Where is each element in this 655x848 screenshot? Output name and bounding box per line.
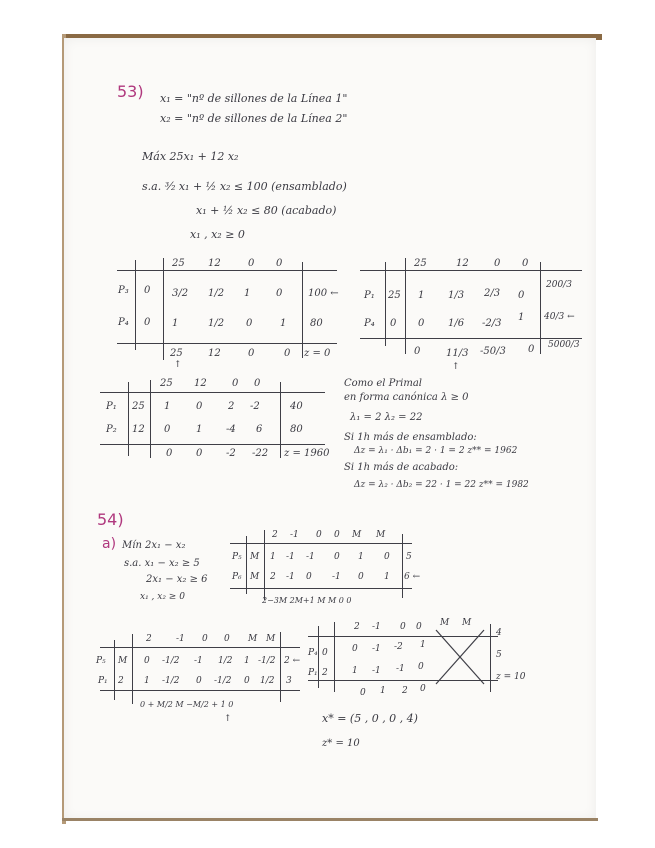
constraint-54-2: 2x₁ − x₂ ≥ 6 [146, 574, 208, 585]
objective-53: Máx 25x₁ + 12 x₂ [142, 150, 239, 163]
tableau-cell: -1/2 [214, 676, 232, 686]
tableau-cell: z = 0 [304, 348, 331, 359]
tableau-cell: 0 [144, 656, 150, 666]
tableau-cell: 1 [384, 572, 390, 582]
tableau-cell: 5 [406, 552, 412, 562]
tableau-cell: 2 [146, 634, 152, 644]
tableau-cell: 1 [352, 666, 358, 676]
tableau-cell: 0 [196, 401, 203, 412]
note-4: Si 1h más de ensamblado: [344, 432, 477, 443]
tableau-cell: -1 [332, 572, 341, 582]
tableau-cell: 0 [528, 344, 535, 355]
tableau-cell: 2 [118, 676, 124, 686]
tableau-cell: -50/3 [480, 346, 506, 357]
tableau-cell: P₃ [118, 285, 129, 296]
tableau-cell: 4 [496, 628, 502, 638]
tableau-cell: -1 [176, 634, 185, 644]
part-a-label: a) [102, 536, 117, 552]
tableau-cell: 12 [194, 378, 207, 389]
note-2: en forma canónica λ ≥ 0 [344, 392, 469, 403]
tableau-cell: 1 [172, 318, 179, 329]
tableau-cell: 0 [276, 288, 283, 299]
note-5: Δz = λ₁ · Δb₁ = 2 · 1 = 2 z** = 1962 [354, 446, 518, 456]
tableau-cell: 1 [380, 686, 386, 696]
tableau-cell: 25 [132, 401, 145, 412]
tableau-cell: M [248, 634, 258, 644]
nonneg-53: x₁ , x₂ ≥ 0 [190, 228, 245, 241]
tableau-cell: 1/2 [208, 288, 225, 299]
tableau-cell: 1 [196, 424, 203, 435]
note-1: Como el Primal [344, 378, 422, 389]
constraint-54-1: s.a. x₁ − x₂ ≥ 5 [124, 558, 200, 569]
tableau-cell: 2 [228, 401, 235, 412]
tableau-cell: 0 [518, 290, 525, 301]
def-x1: x₁ = "nº de sillones de la Línea 1" [160, 92, 348, 105]
tableau-cell: 0 [414, 346, 421, 357]
tableau-cell: 0 [400, 622, 406, 632]
tableau-cell: 0 [384, 552, 390, 562]
tableau-cell: ↑ [174, 360, 182, 370]
tableau-cell: z = 10 [496, 672, 526, 682]
tableau-cell: -4 [226, 424, 236, 435]
tableau-cell: 0 [522, 258, 529, 269]
constraint-53-1: s.a. ³⁄₂ x₁ + ½ x₂ ≤ 100 (ensamblado) [142, 180, 347, 193]
tableau-cell: -1/2 [162, 676, 180, 686]
tableau-cell: 0 [418, 318, 425, 329]
tableau-cell: M [376, 530, 386, 540]
tableau-cell: 2 [354, 622, 360, 632]
tableau-cell: 0 [276, 258, 283, 269]
tableau-cell: 0 [202, 634, 208, 644]
tableau-cell: 25 [170, 348, 183, 359]
tableau-cell: M [250, 552, 260, 562]
tableau-cell: P₄ [364, 318, 375, 329]
tableau-cell: 0 [352, 644, 358, 654]
tableau-cell: 2 ← [284, 656, 301, 666]
tableau-cell: M [118, 656, 128, 666]
tableau-cell: 6 [256, 424, 263, 435]
tableau-cell: -1 [290, 530, 299, 540]
tableau-cell: 2 [402, 686, 408, 696]
tableau-cell: 5000/3 [548, 340, 580, 350]
tableau-cell: -1 [194, 656, 203, 666]
tableau-cell: -1 [372, 644, 381, 654]
nonneg-54: x₁ , x₂ ≥ 0 [140, 592, 185, 602]
tableau-cell: 0 [164, 424, 171, 435]
tableau-cell: P₂ [106, 424, 117, 435]
tableau-cell: 1 [270, 552, 276, 562]
tableau-cell: P₅ [232, 552, 242, 562]
tableau-cell: 0 [416, 622, 422, 632]
tableau-cell: 12 [208, 258, 221, 269]
tableau-cell: P₄ [308, 648, 318, 658]
tableau-cell: -1 [286, 552, 295, 562]
tableau-cell: 2 [270, 572, 276, 582]
tableau-cell: -1 [396, 664, 405, 674]
tableau-cell: 2 [272, 530, 278, 540]
def-x2: x₂ = "nº de sillones de la Línea 2" [160, 112, 348, 125]
tableau-cell: 0 [144, 285, 151, 296]
objective-54: Mín 2x₁ − x₂ [122, 540, 186, 551]
tableau-cell: 0 [306, 572, 312, 582]
tableau-cell: 12 [132, 424, 145, 435]
tableau-cell: 25 [388, 290, 401, 301]
tableau-cell: M [266, 634, 276, 644]
tableau-cell: 1/3 [448, 290, 465, 301]
tableau-cell: 6 ← [404, 572, 421, 582]
tableau-cell: 25 [414, 258, 427, 269]
tableau-cell: -2 [394, 642, 403, 652]
tableau-cell: 1 [420, 640, 426, 650]
tableau-cell: 200/3 [546, 280, 572, 290]
tableau-cell: 1 [358, 552, 364, 562]
optimal-solution: x* = (5 , 0 , 0 , 4) [322, 712, 418, 725]
tableau-cell: 0 [248, 348, 255, 359]
tableau-cell: -22 [252, 448, 269, 459]
tableau-cell: P₆ [232, 572, 242, 582]
tableau-cell: -1 [306, 552, 315, 562]
tableau-cell: -1/2 [258, 656, 276, 666]
tableau-cell: -1 [372, 622, 381, 632]
tableau-cell: 0 [232, 378, 239, 389]
tableau-cell: -2 [226, 448, 236, 459]
tableau-cell: M [462, 618, 472, 628]
tableau-cell: 40 [290, 401, 303, 412]
tableau-cell: 0 [244, 676, 250, 686]
tableau-cell: 2/3 [484, 288, 501, 299]
tableau-cell: 25 [172, 258, 185, 269]
tableau-cell: 0 [246, 318, 253, 329]
tableau-cell: 1/2 [260, 676, 275, 686]
tableau-cell: 0 [420, 684, 426, 694]
tableau-cell: 1 [244, 288, 251, 299]
tableau-cell: 0 [224, 634, 230, 644]
tableau-cell: 0 [322, 648, 328, 658]
problem-53-label: 53) [117, 82, 144, 101]
tableau-cell: 5 [496, 650, 502, 660]
tableau-cell: M [440, 618, 450, 628]
tableau-cell: 40/3 ← [544, 312, 575, 322]
tableau-cell: M [250, 572, 260, 582]
tableau-cell: 0 [196, 676, 202, 686]
optimal-value: z* = 10 [322, 738, 360, 749]
tableau-cell: -1/2 [162, 656, 180, 666]
tableau-cell: 1/6 [448, 318, 465, 329]
tableau-cell: 0 + M/2 M −M/2 + 1 0 [140, 700, 234, 709]
note-3: λ₁ = 2 λ₂ = 22 [350, 412, 423, 423]
tableau-cell: 0 [358, 572, 364, 582]
tableau-cell: 0 [196, 448, 203, 459]
tableau-cell: 2 [322, 668, 328, 678]
tableau-cell: 1 [144, 676, 150, 686]
tableau-cell: 1 [518, 312, 525, 323]
tableau-cell: P₁ [364, 290, 375, 301]
tableau-cell: 80 [310, 318, 323, 329]
tableau-cell: 1 [280, 318, 287, 329]
constraint-53-2: x₁ + ½ x₂ ≤ 80 (acabado) [196, 204, 337, 217]
tableau-cell: 12 [456, 258, 469, 269]
tableau-cell: 3/2 [172, 288, 189, 299]
tableau-cell: 11/3 [446, 348, 469, 359]
tableau-cell: ↑ [452, 362, 460, 372]
tableau-cell: P₁ [98, 676, 108, 686]
tableau-cell: 100 ← [308, 288, 339, 299]
tableau-cell: 25 [160, 378, 173, 389]
tableau-cell: -1 [286, 572, 295, 582]
tableau-cell: 0 [334, 552, 340, 562]
tableau-cell: 12 [208, 348, 221, 359]
tableau-cell: 0 [360, 688, 366, 698]
tableau-cell: ↑ [224, 714, 232, 724]
tableau-cell: 3 [286, 676, 292, 686]
tableau-cell: -2/3 [482, 318, 502, 329]
tableau-cell: -1 [372, 666, 381, 676]
tableau-cell: 0 [316, 530, 322, 540]
tableau-cell: 0 [248, 258, 255, 269]
tableau-cell: 0 [390, 318, 397, 329]
tableau-cell: 2−3M 2M+1 M M 0 0 [262, 596, 352, 605]
tableau-cell: 1 [164, 401, 171, 412]
tableau-cell: P₅ [96, 656, 106, 666]
tableau-cell: -2 [250, 401, 260, 412]
note-6: Si 1h más de acabado: [344, 462, 459, 473]
tableau-cell: P₁ [308, 668, 318, 678]
note-7: Δz = λ₂ · Δb₂ = 22 · 1 = 22 z** = 1982 [354, 480, 529, 490]
tableau-cell: 0 [334, 530, 340, 540]
tableau-cell: 0 [418, 662, 424, 672]
tableau-cell: 0 [144, 317, 151, 328]
tableau-cell: 0 [254, 378, 261, 389]
tableau-cell: 80 [290, 424, 303, 435]
tableau-cell: 0 [166, 448, 173, 459]
tableau-cell: 1/2 [208, 318, 225, 329]
tableau-cell: 1 [418, 290, 425, 301]
tableau-cell: z = 1960 [284, 448, 330, 459]
tableau-cell: 1/2 [218, 656, 233, 666]
tableau-cell: P₄ [118, 317, 129, 328]
tableau-cell: P₁ [106, 401, 117, 412]
tableau-cell: 1 [244, 656, 250, 666]
problem-54-label: 54) [97, 510, 124, 529]
tableau-cell: M [352, 530, 362, 540]
tableau-cell: 0 [494, 258, 501, 269]
tableau-cell: 0 [284, 348, 291, 359]
